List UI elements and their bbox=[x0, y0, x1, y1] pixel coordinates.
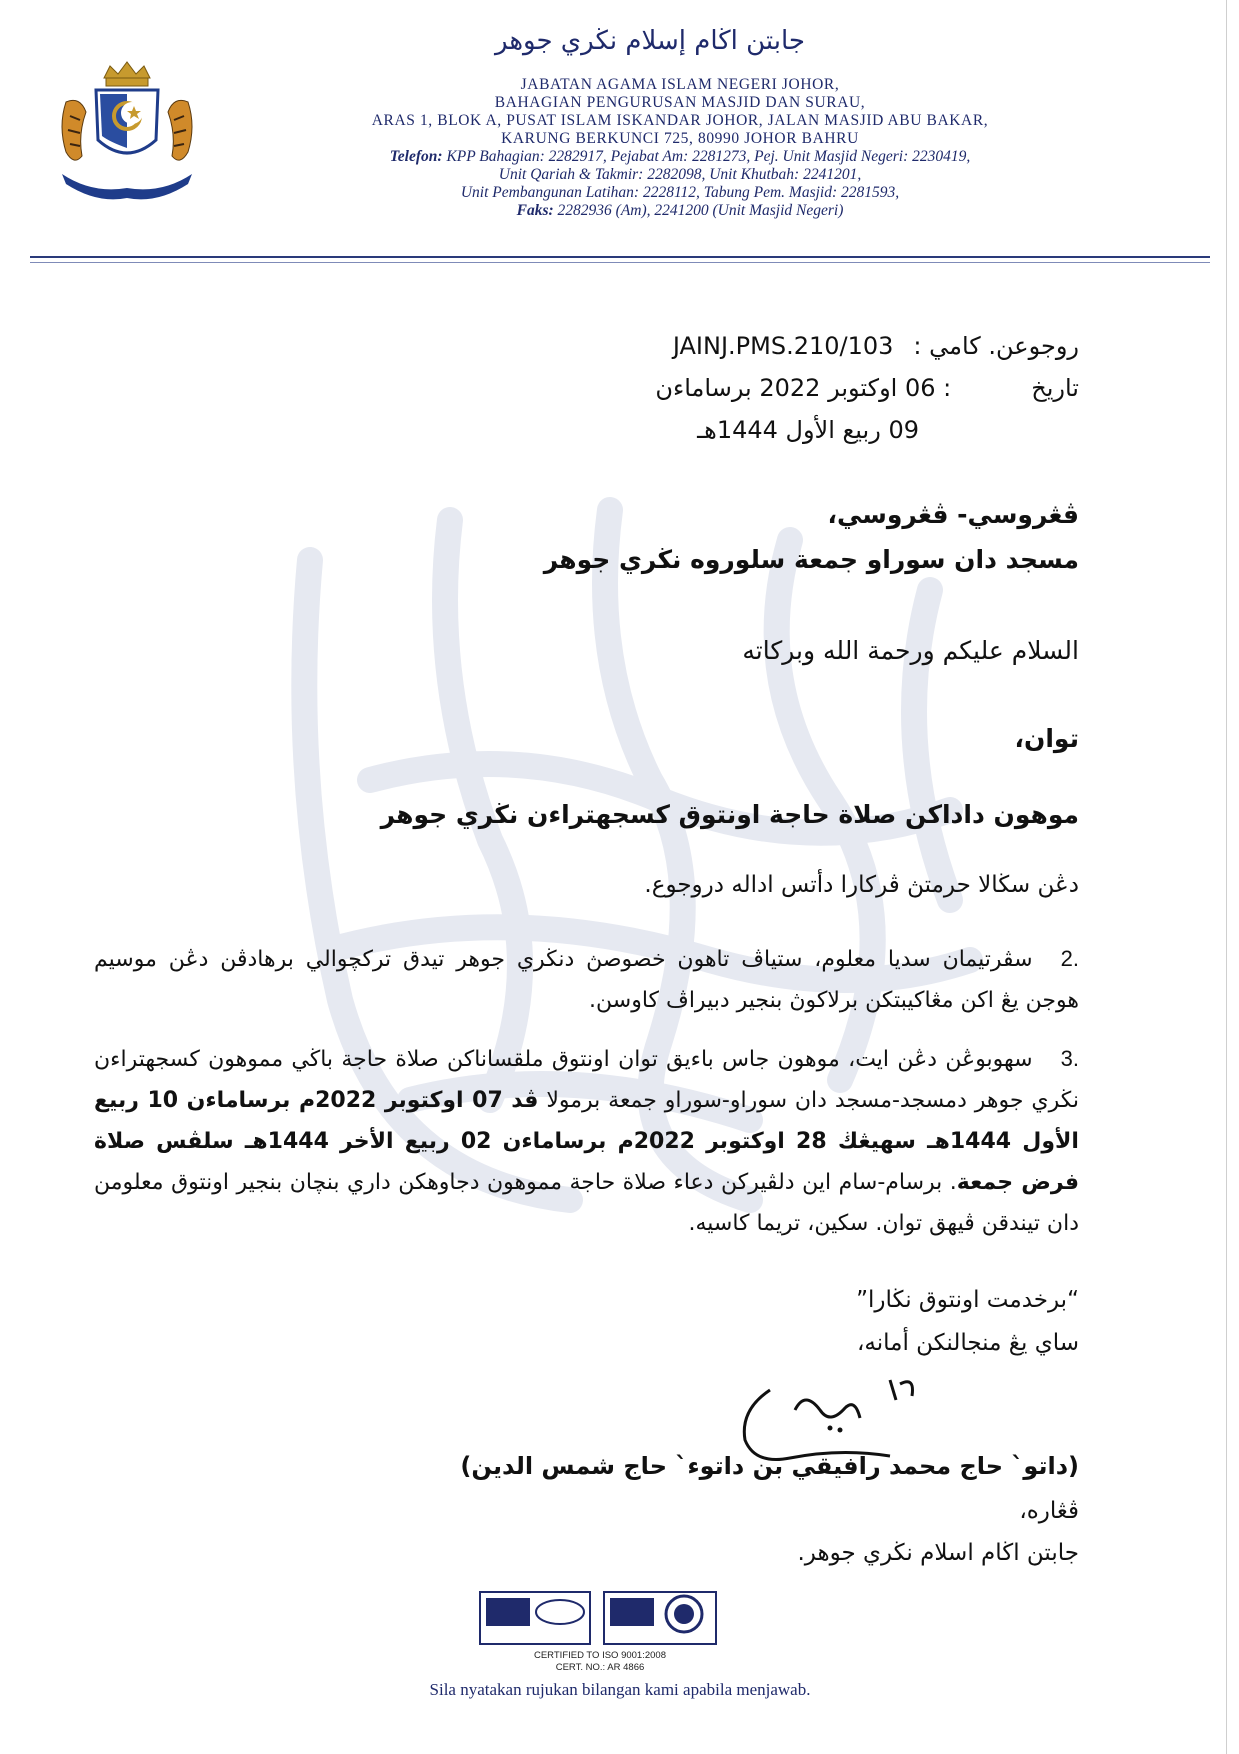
paragraph-1: دڠن سڬالا حرمتڽ ڤركارا دأتس اداله دروجوع. bbox=[644, 872, 1079, 898]
johor-crest-icon bbox=[52, 56, 202, 206]
quality-certification-icon bbox=[478, 1590, 718, 1646]
paragraph-3-text-a: سهوبوڠن دڠن ايت، موهون جاس باءيق توان اونتوق ملقساناكن صلاة حاجة باڬي مموهون كسجهتراءن نڬري جوهر دمسجد-مسجد دان سوراو-سوراو جمعة برمولا bbox=[94, 1047, 1079, 1113]
date-hijri: 09 ربيع الأول 1444هـ bbox=[697, 416, 919, 444]
closing-line: ساي يڠ منجالنكن أمانه، bbox=[856, 1330, 1079, 1356]
header-divider-thin bbox=[30, 262, 1210, 263]
telefon-label: Telefon: bbox=[389, 148, 443, 165]
header-telefon bbox=[240, 148, 1120, 166]
reference-label: روجوعن. كامي : bbox=[913, 332, 1079, 360]
signer-name: (داتو` حاج محمد رافيقي بن داتوء` حاج شمس الدين) bbox=[460, 1452, 1079, 1480]
reference-number: JAINJ.PMS.210/103 bbox=[672, 332, 894, 360]
header-line-division: BAHAGIAN PENGURUSAN MASJID DAN SURAU, bbox=[494, 94, 866, 111]
date-line bbox=[655, 374, 1079, 402]
addressee-line1: ڤڠروسي- ڤڠروسي، bbox=[827, 500, 1079, 529]
paragraph-3 bbox=[94, 1038, 1079, 1244]
header-faks bbox=[240, 202, 1120, 220]
date-label: تاريخ bbox=[1031, 374, 1079, 402]
faks-label: Faks: bbox=[516, 202, 554, 219]
telefon-numbers: KPP Bahagian: 2282917, Pejabat Am: 2281273, Pej. Unit Masjid Negeri: 2230419, bbox=[446, 148, 971, 165]
reference-line bbox=[673, 332, 1079, 360]
paragraph-3-text-b: . برسام-سام اين دلڤيركن دعاء صلاة حاجة مموهون دجاوهكن داري بنچان بنجير اونتوق معلومن دان تيندقن ڤيهق توان. سكين، تريما كاسيه. bbox=[94, 1170, 1079, 1236]
date-gregorian: : 06 اوكتوبر 2022 برساماءن bbox=[655, 374, 952, 402]
header-arabic-title: جابتن اڬام إسلام نڬري جوهر bbox=[494, 26, 806, 56]
cert-line-1: CERTIFIED TO ISO 9001:2008 bbox=[533, 1650, 666, 1661]
salam-greeting: السلام عليكم ورحمة الله وبركاته bbox=[742, 636, 1079, 665]
header-line-postbox: KARUNG BERKUNCI 725, 80990 JOHOR BAHRU bbox=[501, 130, 859, 147]
paragraph-2 bbox=[94, 938, 1079, 1021]
page-edge bbox=[1226, 0, 1227, 1754]
header-divider bbox=[30, 256, 1210, 258]
footer-note: Sila nyatakan rujukan bilangan kami apabila menjawab. bbox=[429, 1680, 811, 1699]
signer-position: ڤڠاره، bbox=[1019, 1498, 1079, 1524]
paragraph-3-dates: ڤد 07 اوكتوبر 2022م برساماءن 10 ربيع الأول 1444هـ سهيڠڬ 28 اوكتوبر 2022م برساماءن 02 ربيع الأخر 1444هـ سلڤس صلاة فرض جمعة bbox=[94, 1088, 1079, 1195]
paragraph-2-number: .2 bbox=[1060, 946, 1079, 971]
header-block bbox=[240, 76, 1120, 220]
letter-subject: موهون داداكن صلاة حاجة اونتوق كسجهتراءن نڬري جوهر bbox=[380, 800, 1079, 829]
paragraph-2-text: سڤرتيمان سديا معلوم، ستياڤ تاهون خصوصڽ دنڬري جوهر تيدق تركچوالي برهادڤن دڠن موسيم هوجن يڠ اكن مڠاكيبتكن برلاكوڽ بنجير دبيراڤ كاوسن. bbox=[94, 947, 1079, 1013]
cert-line-2: CERT. NO.: AR 4866 bbox=[555, 1662, 645, 1673]
faks-numbers: 2282936 (Am), 2241200 (Unit Masjid Negeri) bbox=[557, 202, 844, 219]
addressee-line2: مسجد دان سوراو جمعة سلوروه نڬري جوهر bbox=[543, 545, 1079, 574]
header-contact-line3: Unit Pembangunan Latihan: 2228112, Tabung Pem. Masjid: 2281593, bbox=[460, 184, 900, 201]
header-contact-line2: Unit Qariah & Takmir: 2282098, Unit Khutbah: 2241201, bbox=[498, 166, 862, 183]
header-line-address: ARAS 1, BLOK A, PUSAT ISLAM ISKANDAR JOHOR, JALAN MASJID ABU BAKAR, bbox=[371, 112, 989, 129]
header-line-department: JABATAN AGAMA ISLAM NEGERI JOHOR, bbox=[520, 76, 840, 93]
salutation: توان، bbox=[1014, 724, 1079, 753]
paragraph-3-number: .3 bbox=[1060, 1046, 1079, 1071]
signer-department: جابتن اڬام اسلام نڬري جوهر. bbox=[797, 1540, 1079, 1566]
closing-motto: “برخدمت اونتوق نڬارا” bbox=[856, 1287, 1079, 1313]
